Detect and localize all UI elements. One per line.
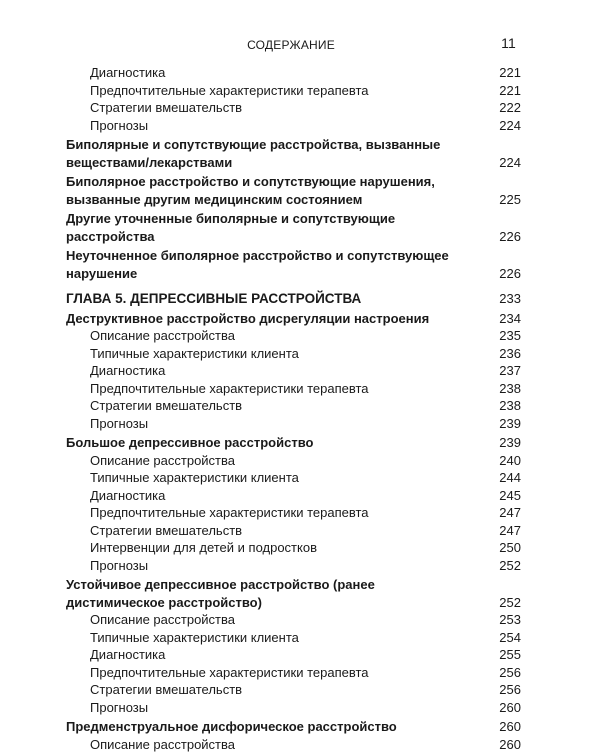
toc-subsection-entry	[66, 736, 521, 753]
toc-entry-title: Стратегии вмешательств	[90, 682, 242, 697]
toc-section-entry	[66, 718, 521, 736]
toc-subsection-entry	[66, 487, 521, 505]
toc-entry-title: Большое депрессивное расстройство	[66, 435, 313, 450]
toc-subsection-entry	[66, 522, 521, 540]
toc-entry-title: Стратегии вмешательств	[90, 523, 242, 538]
toc-entry-title: Описание расстройства	[90, 453, 235, 468]
toc-entry-page-number: 255	[499, 646, 521, 664]
toc-entry-page-number: 226	[499, 265, 521, 283]
toc-section-entry	[66, 576, 521, 611]
toc-subsection-entry	[66, 611, 521, 629]
toc-entry-title: Диагностика	[90, 647, 165, 662]
toc-entry-page-number: 225	[499, 191, 521, 209]
toc-entry-title: Стратегии вмешательств	[90, 100, 242, 115]
toc-entry-title: Предпочтительные характеристики терапевта	[90, 665, 369, 680]
toc-subsection-entry	[66, 629, 521, 647]
toc-entry-title: Предпочтительные характеристики терапевта	[90, 381, 369, 396]
toc-entry-title: Описание расстройства	[90, 328, 235, 343]
toc-subsection-entry	[66, 539, 521, 557]
toc-entry-page-number: 252	[499, 557, 521, 575]
toc-entry-page-number: 226	[499, 228, 521, 246]
toc-subsection-entry	[66, 469, 521, 487]
toc-entry-page-number: 240	[499, 452, 521, 470]
running-header	[66, 35, 516, 55]
toc-entry-page-number: 221	[499, 64, 521, 82]
toc-entry-title: Предпочтительные характеристики терапевта	[90, 505, 369, 520]
toc-entry-title: Предменструальное дисфорическое расстройство	[66, 719, 397, 734]
toc-entry-page-number: 256	[499, 664, 521, 682]
toc-entry-page-number: 252	[499, 594, 521, 612]
toc-subsection-entry	[66, 415, 521, 433]
toc-entry-title: Типичные характеристики клиента	[90, 630, 299, 645]
toc-entry-page-number: 247	[499, 522, 521, 540]
toc-entry-page-number: 233	[499, 290, 521, 308]
toc-entry-page-number: 237	[499, 362, 521, 380]
toc-entry-title: Биполярное расстройство и сопутствующие нарушения, вызванные другим медицинским состоянием	[66, 174, 435, 207]
toc-entry-title: Устойчивое депрессивное расстройство (ранее дистимическое расстройство)	[66, 577, 375, 610]
toc-subsection-entry	[66, 681, 521, 699]
toc-entry-title: Прогнозы	[90, 416, 148, 431]
toc-subsection-entry	[66, 397, 521, 415]
toc-entry-page-number: 222	[499, 99, 521, 117]
toc-subsection-entry	[66, 664, 521, 682]
running-header-title: СОДЕРЖАНИЕ	[66, 38, 516, 52]
toc-entry-title: Прогнозы	[90, 558, 148, 573]
toc-entry-title: Интервенции для детей и подростков	[90, 540, 317, 555]
toc-entry-page-number: 224	[499, 117, 521, 135]
toc-entry-page-number: 250	[499, 539, 521, 557]
toc-subsection-entry	[66, 82, 521, 100]
toc-entry-page-number: 238	[499, 397, 521, 415]
toc-entry-title: Биполярные и сопутствующие расстройства, вызванные веществами/лекарствами	[66, 137, 440, 170]
toc-entry-page-number: 260	[499, 718, 521, 736]
toc-entry-title: Диагностика	[90, 488, 165, 503]
toc-subsection-entry	[66, 504, 521, 522]
toc-entry-title: Предпочтительные характеристики терапевта	[90, 83, 369, 98]
toc-entry-title: Неуточненное биполярное расстройство и сопутствующее нарушение	[66, 248, 449, 281]
toc-subsection-entry	[66, 345, 521, 363]
toc-section-entry	[66, 434, 521, 452]
toc-entry-page-number: 235	[499, 327, 521, 345]
toc-entry-page-number: 256	[499, 681, 521, 699]
toc-section-entry	[66, 247, 521, 282]
toc-entry-title: Типичные характеристики клиента	[90, 470, 299, 485]
toc-entry-page-number: 238	[499, 380, 521, 398]
toc-entry-page-number: 253	[499, 611, 521, 629]
toc-chapter-heading	[66, 290, 521, 308]
toc-entry-page-number: 244	[499, 469, 521, 487]
toc-entry-page-number: 234	[499, 310, 521, 328]
toc-subsection-entry	[66, 117, 521, 135]
toc-section-entry	[66, 310, 521, 328]
toc-entry-page-number: 247	[499, 504, 521, 522]
toc-entry-title: Прогнозы	[90, 700, 148, 715]
toc-subsection-entry	[66, 646, 521, 664]
toc-entry-page-number: 236	[499, 345, 521, 363]
toc-entry-title: Стратегии вмешательств	[90, 398, 242, 413]
toc-section-entry	[66, 210, 521, 245]
toc-subsection-entry	[66, 99, 521, 117]
toc-subsection-entry	[66, 380, 521, 398]
toc-subsection-entry	[66, 362, 521, 380]
toc-entry-title: Прогнозы	[90, 118, 148, 133]
toc-entry-title: Типичные характеристики клиента	[90, 346, 299, 361]
toc-entry-title: Другие уточненные биполярные и сопутствующие расстройства	[66, 211, 395, 244]
toc-subsection-entry	[66, 699, 521, 717]
toc-section-entry	[66, 173, 521, 208]
page-number: 11	[501, 35, 516, 51]
toc-entry-title: Диагностика	[90, 363, 165, 378]
toc-entry-title: Деструктивное расстройство дисрегуляции настроения	[66, 311, 429, 326]
toc-entry-title: Описание расстройства	[90, 612, 235, 627]
toc-entry-page-number: 260	[499, 736, 521, 753]
toc-subsection-entry	[66, 557, 521, 575]
toc-subsection-entry	[66, 452, 521, 470]
toc-entry-page-number: 239	[499, 434, 521, 452]
toc-subsection-entry	[66, 327, 521, 345]
toc-subsection-entry	[66, 64, 521, 82]
toc-entry-title: Описание расстройства	[90, 737, 235, 752]
toc-entry-page-number: 260	[499, 699, 521, 717]
toc-entry-page-number: 224	[499, 154, 521, 172]
toc-entry-page-number: 221	[499, 82, 521, 100]
toc-entry-page-number: 239	[499, 415, 521, 433]
toc-entry-page-number: 245	[499, 487, 521, 505]
table-of-contents	[66, 64, 521, 753]
toc-section-entry	[66, 136, 521, 171]
toc-entry-title: Диагностика	[90, 65, 165, 80]
toc-entry-title: ГЛАВА 5. ДЕПРЕССИВНЫЕ РАССТРОЙСТВА	[66, 291, 361, 306]
toc-entry-page-number: 254	[499, 629, 521, 647]
